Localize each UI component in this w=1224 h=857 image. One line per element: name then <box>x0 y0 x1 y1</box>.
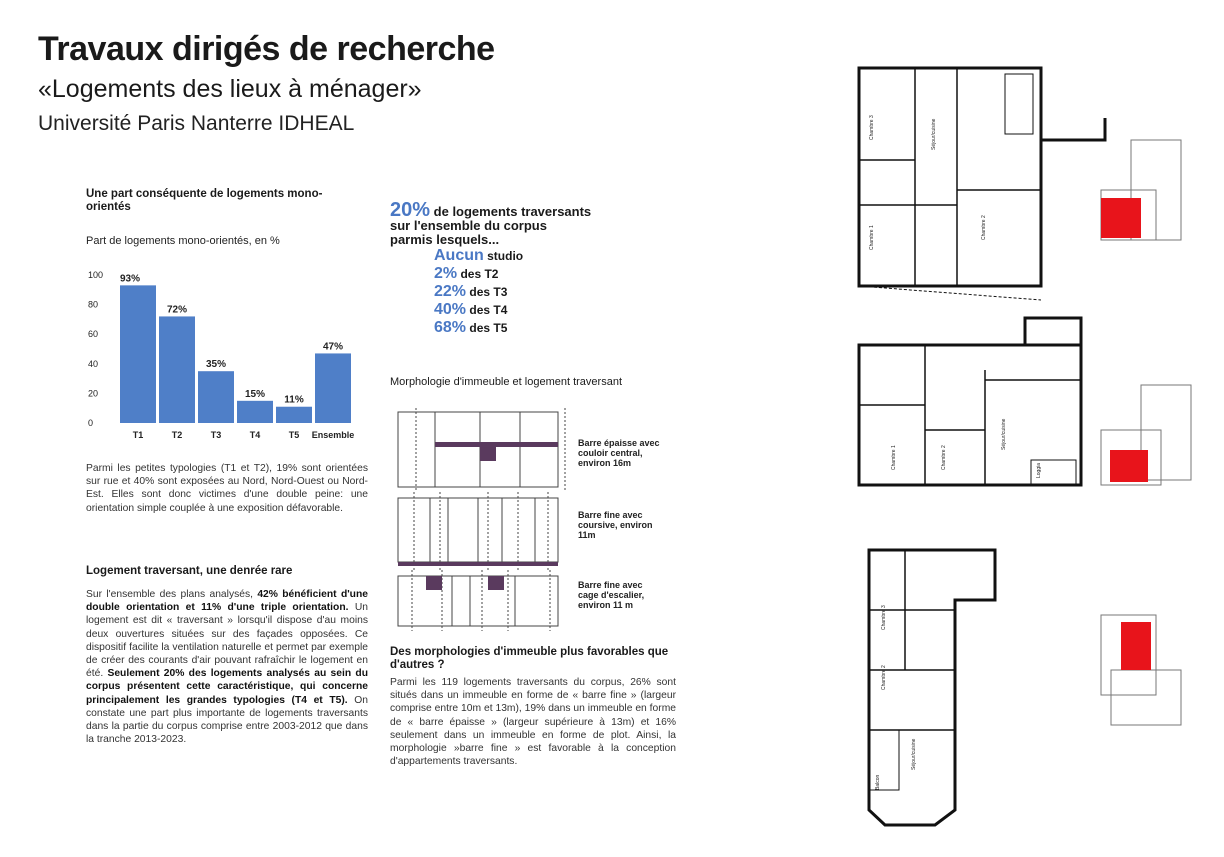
morphology-drawings <box>390 406 575 631</box>
data-label: 47% <box>322 341 344 353</box>
chart-axis <box>88 270 103 428</box>
stair-core-mark <box>480 447 496 461</box>
x-tick-label: T5 <box>288 430 300 440</box>
stair-mark-2 <box>488 576 504 590</box>
para2-emph-1: 42% bénéficient d'une double orientation et 11% d'une triple orientation. <box>86 589 368 614</box>
key-plan-2 <box>1101 385 1191 485</box>
bar-T5 <box>276 407 312 423</box>
stat-intro-line3: parmis lesquels... <box>390 232 500 247</box>
stat-value: Aucun <box>434 247 484 264</box>
room-label: Chambre 1 <box>869 225 875 250</box>
room-label: Chambre 2 <box>881 665 887 690</box>
x-tick-label: T4 <box>249 430 261 440</box>
stat-item <box>390 265 591 283</box>
bar-T3 <box>198 371 234 423</box>
para2-text-1: Sur l'ensemble des plans analysés, <box>86 589 258 600</box>
stat-intro <box>390 199 592 247</box>
data-label: 15% <box>244 388 266 400</box>
stat-text: studio <box>487 249 524 263</box>
y-tick-label: 40 <box>88 358 99 369</box>
stat-item <box>390 301 591 319</box>
highlight-unit-1 <box>1101 198 1141 238</box>
data-label: 35% <box>205 359 227 371</box>
x-tick-label: T3 <box>210 430 222 440</box>
bar-T2 <box>159 316 195 423</box>
gallery-mark <box>398 562 558 566</box>
morph-label-gallery: Barre fine avec coursive, environ 11m <box>578 510 653 540</box>
floor-plans <box>845 30 1205 830</box>
chart-bars <box>120 273 354 440</box>
section-heading-mono: Une part conséquente de logements mono-orientés <box>86 188 323 213</box>
floor-plan-3 <box>869 550 995 825</box>
stat-text: des T2 <box>460 267 499 281</box>
y-tick-label: 100 <box>88 270 104 280</box>
stair-mark-1 <box>426 576 442 590</box>
room-label: Chambre 3 <box>881 605 887 630</box>
para2-text-2: Un logement est dit « traversant » lorsqu'il dispose d'au moins deux ouvertures situées sur des façades opposées. Ce dispositif facilite la ventilation naturelle et permet par exemple de créer des courants d'air pouvant rafraîchir le logement en été. <box>86 602 368 680</box>
x-tick-label: T1 <box>132 430 144 440</box>
room-label: Chambre 2 <box>941 445 947 470</box>
floor-plan-1 <box>859 68 1105 300</box>
bar-T1 <box>120 285 156 423</box>
y-tick-label: 80 <box>88 299 99 310</box>
paragraph-traversant <box>86 588 368 746</box>
morph-label-stair: Barre fine avec cage d'escalier, environ 11 m <box>578 580 645 610</box>
para2-emph-2: Seulement 20% des logements analysés au sein du corpus présentent cette caractéristique, qui concerne principalement les grandes typologies (T4 et T5). <box>86 668 368 706</box>
para2-text-3: On constate une part plus importante de logements traversants dans la partie du corpus comprise entre 2003-2012 que dans la tranche 2013-2023. <box>86 694 368 746</box>
bar-Ensemble <box>315 353 351 423</box>
x-tick-label: Ensemble <box>311 430 355 440</box>
y-tick-label: 0 <box>88 418 94 428</box>
stat-item <box>390 319 591 337</box>
stat-value: 2% <box>434 265 458 282</box>
thin-bar-stair-diagram <box>398 570 558 631</box>
room-label: Séjour/cuisine <box>1001 418 1007 450</box>
stat-text: des T3 <box>469 285 508 299</box>
stat-intro-value: 20% <box>390 199 431 221</box>
highlight-unit-2 <box>1110 450 1148 482</box>
room-label: Balcon <box>875 774 881 790</box>
stat-value: 40% <box>434 301 467 318</box>
data-label: 93% <box>119 273 141 285</box>
page-subtitle: «Logements des lieux à ménager» <box>38 75 422 103</box>
room-label: Chambre 3 <box>869 115 875 140</box>
room-label: Séjour/cuisine <box>911 738 917 770</box>
bar-chart <box>78 255 368 450</box>
section-heading-favorable: Des morphologies d'immeuble plus favorables que d'autres ? <box>390 646 669 671</box>
paragraph-mono: Parmi les petites typologies (T1 et T2), 19% sont orientées sur rue et 40% sont exposées au Nord, Nord-Ouest ou Nord-Est. Elles sont donc victimes d'une double peine: une orientation simple couplée à une exposition défavorable. <box>86 463 368 514</box>
page-title: Travaux dirigés de recherche <box>38 30 495 68</box>
room-label: Loggia <box>1036 462 1042 478</box>
institution-name: Université Paris Nanterre IDHEAL <box>38 112 355 135</box>
key-plan-3 <box>1101 615 1181 725</box>
stat-intro-line2: sur l'ensemble du corpus <box>390 218 547 233</box>
section-heading-traversant: Logement traversant, une denrée rare <box>86 565 293 577</box>
corridor-mark <box>435 442 558 447</box>
paragraph-favorable: Parmi les 119 logements traversants du corpus, 26% sont situés dans un immeuble en forme de « barre fine » (largeur comprise entre 10m et 13m), 19% dans un immeuble en forme de « barre épaisse » (largeur supérieure à 13m) et 16% seulement dans un immeuble en forme de plot. Ainsi, la morphologie »barre fine » est favorable à la conception d'appartements traversants. <box>390 677 676 768</box>
y-tick-label: 20 <box>88 388 99 399</box>
stat-value: 22% <box>434 283 467 300</box>
chart-title: Part de logements mono-orientés, en % <box>86 235 280 247</box>
stat-intro-text: de logements traversants <box>433 204 592 219</box>
stat-item <box>390 247 591 265</box>
room-label: Séjour/cuisine <box>931 118 937 150</box>
thin-bar-gallery-diagram <box>398 492 558 572</box>
highlight-unit-3 <box>1121 622 1151 670</box>
data-label: 72% <box>166 304 188 316</box>
morph-label-thick: Barre épaisse avec couloir central, environ 16m <box>578 438 660 468</box>
key-plan-1 <box>1101 140 1181 240</box>
traversant-stats <box>390 199 592 337</box>
stat-item <box>390 283 591 301</box>
x-tick-label: T2 <box>171 430 183 440</box>
stat-text: des T5 <box>469 321 508 335</box>
morphology-diagrams <box>390 406 660 636</box>
bar-T4 <box>237 401 273 423</box>
data-label: 11% <box>284 394 304 406</box>
room-label: Chambre 2 <box>981 215 987 240</box>
stat-text: des T4 <box>469 303 508 317</box>
stat-value: 68% <box>434 319 467 336</box>
room-label: Chambre 1 <box>891 445 897 470</box>
morphology-title: Morphologie d'immeuble et logement traversant <box>390 376 622 388</box>
y-tick-label: 60 <box>88 329 99 340</box>
